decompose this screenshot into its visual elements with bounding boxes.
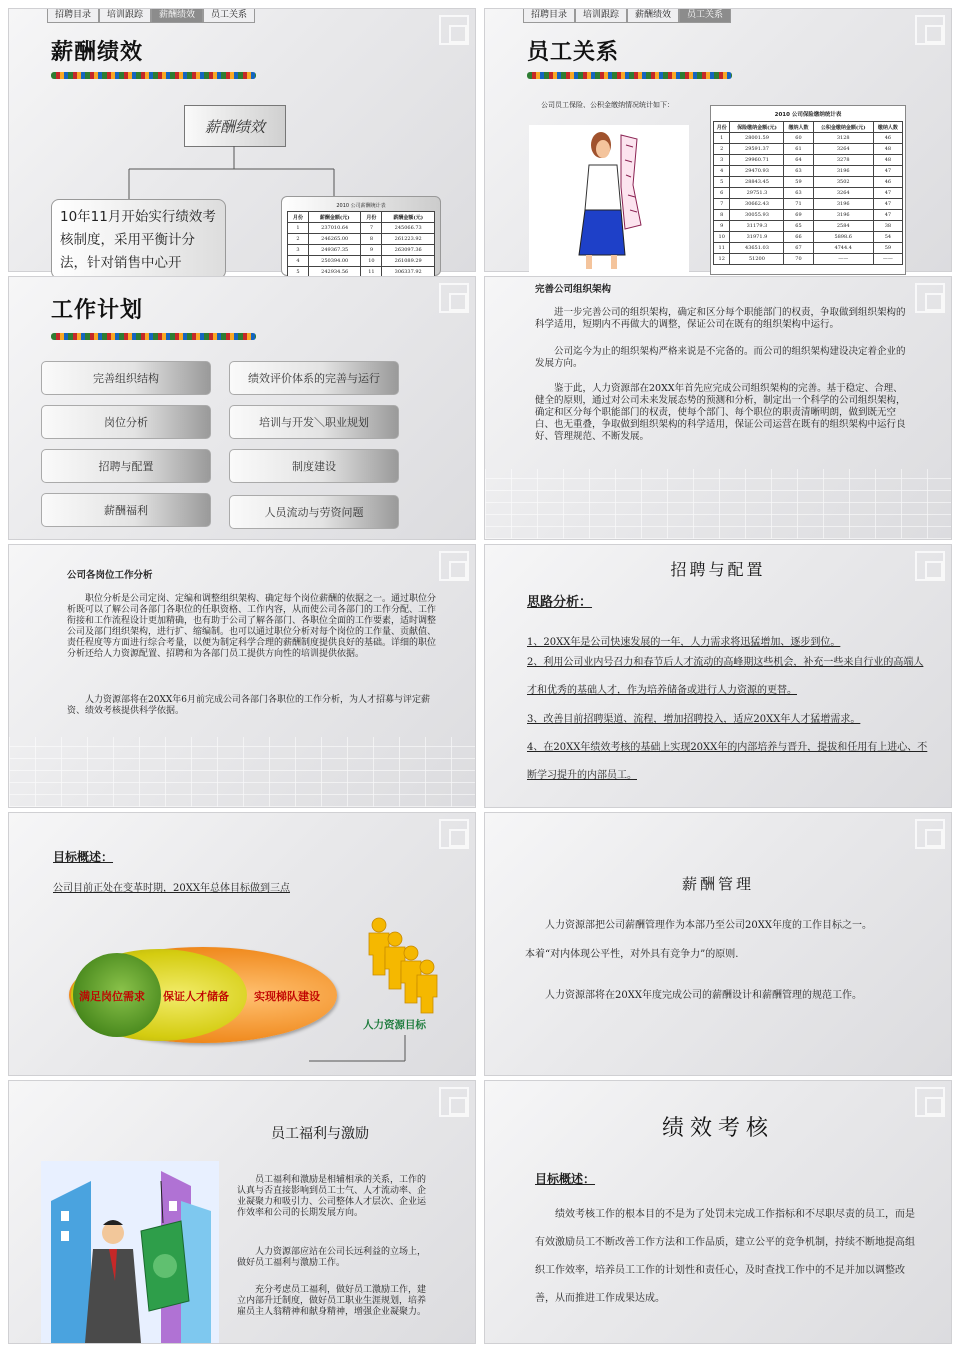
table-cell: 54 [873, 232, 902, 243]
table-cell: 11 [714, 243, 730, 254]
table-cell: 11 [361, 267, 382, 278]
slide-org-structure [484, 276, 952, 540]
table-cell: 1 [288, 223, 309, 234]
table-cell: 1 [714, 133, 730, 144]
table-cell: 250394.00 [308, 256, 361, 267]
table-cell: 12 [714, 254, 730, 265]
paragraph-3: 人力资源部将在20XX年度完成公司的薪酬设计和薪酬管理的规范工作。 [545, 990, 862, 1001]
table-cell: 31179.3 [730, 221, 784, 232]
table-row [288, 256, 435, 267]
table-row [288, 223, 435, 234]
perspective-grid [9, 737, 475, 807]
plan-button-policy[interactable]: 制度建设 [229, 449, 399, 483]
table-cell: 2 [714, 144, 730, 155]
plan-button-position-analysis[interactable]: 岗位分析 [41, 405, 211, 439]
tab-salary[interactable]: 薪酬绩效 [151, 9, 203, 23]
table-header-cell: 缴纳人数 [784, 122, 813, 133]
table-cell: 70 [784, 254, 813, 265]
table-cell: 245066.73 [382, 223, 435, 234]
corner-decoration [439, 283, 469, 313]
insurance-table-card [710, 105, 906, 275]
paragraph-2: 人力资源部将在20XX年6月前完成公司各部门各职位的工作分析，为人才招募与评定薪资、绩效考核提供科学依据。 [67, 695, 430, 716]
woman-illustration [529, 125, 689, 275]
table-cell: 6 [714, 188, 730, 199]
goal-label-positions: 满足岗位需求 [79, 990, 145, 1003]
table-cell: 261223.92 [382, 234, 435, 245]
plan-button-compensation[interactable]: 薪酬福利 [41, 493, 211, 527]
table-cell: 263097.36 [382, 245, 435, 256]
slide-title: 绩效考核 [661, 1116, 774, 1141]
table-cell: —— [873, 254, 902, 265]
table-cell: 28001.59 [730, 133, 784, 144]
paragraph-1: 职位分析是公司定岗、定编和调整组织架构、确定每个岗位薪酬的依据之一。通过职位分析既可以了解公司各部门各职位的任职资格、工作内容，从而使公司各部门的工作分配、工作衔接和工作流程设计更加精确，也有助于公司了解各部门、各职位全面的工作要素，适时调整公司及部门组织架构，进行扩、缩编制。也可以通过职位分析对每个岗位的工作量、贡献值、责任程度等方面进行综合考量，以便为制定科学合理的薪酬制度提供良好的基础。详细的职位分析还给人力资源配置、招聘和为各部门员工提供方向性的培训提供依据。 [67, 594, 437, 659]
tab-employee-relations[interactable]: 员工关系 [203, 9, 255, 23]
item-1: 1、20XX年是公司快速发展的一年，人力需求将迅猛增加、逐步到位。 [527, 637, 841, 648]
section-heading: 公司各岗位工作分析 [67, 570, 153, 581]
table-cell: 64 [784, 155, 813, 166]
table-cell: 28843.45 [730, 177, 784, 188]
corner-decoration [439, 819, 469, 849]
salary-box-label: 薪酬绩效 [204, 117, 265, 136]
table-header-cell: 月份 [288, 212, 309, 223]
table-row [714, 221, 903, 232]
table-cell: 4 [714, 166, 730, 177]
table-header-cell: 缴纳人数 [873, 122, 902, 133]
table-cell: 30055.93 [730, 210, 784, 221]
perspective-grid [485, 469, 951, 539]
plan-button-performance-system[interactable]: 绩效评价体系的完善与运行 [229, 361, 399, 395]
table-cell: 47 [873, 199, 902, 210]
slide-title: 员工关系 [527, 40, 620, 65]
table-cell: 47 [873, 188, 902, 199]
table-header-cell: 薪酬金额(元) [308, 212, 361, 223]
vine-divider [51, 333, 256, 340]
slide-title: 员工福利与激励 [271, 1126, 369, 1142]
slide-performance-appraisal [484, 1080, 952, 1344]
corner-decoration [915, 15, 945, 45]
paragraph-2: 本着“对内体现公平性，对外具有竞争力”的原则. [525, 949, 739, 960]
table-cell: 46 [873, 177, 902, 188]
mini-table-caption: 2010 公司薪酬统计表 [336, 203, 386, 209]
section-heading: 完善公司组织架构 [535, 284, 612, 295]
slide-title: 招聘与配置 [670, 560, 766, 579]
table-cell: 5 [714, 177, 730, 188]
slide-hr-goals [8, 812, 476, 1076]
corner-decoration [915, 283, 945, 313]
table-cell: 10 [361, 256, 382, 267]
paragraph-1: 进一步完善公司的组织架构，确定和区分每个职能部门的权责，争取做到组织架构的科学适用，短期内不再做大的调整，保证公司在既有的组织架构中运行。 [535, 307, 906, 330]
plan-button-training-career[interactable]: 培训与开发＼职业规划 [229, 405, 399, 439]
table-row [714, 144, 903, 155]
insurance-table [713, 121, 903, 265]
table-cell: 249367.35 [308, 245, 361, 256]
table-cell: 237010.64 [308, 223, 361, 234]
slide-title: 薪酬管理 [681, 875, 754, 893]
table-cell: 306337.92 [382, 267, 435, 278]
callout-text: 10年11月开始实行绩效考核制度，采用平衡计分法，针对销售中心开 [60, 209, 216, 271]
intro-text: 公司员工保险、公积金缴纳情况统计如下： [541, 101, 674, 109]
table-header-cell: 公积金缴纳金额(元) [813, 122, 873, 133]
paragraph-1: 人力资源部把公司薪酬管理作为本部乃至公司20XX年度的工作目标之一。 [545, 920, 872, 931]
table-cell: 29960.71 [730, 155, 784, 166]
paragraph-1: 员工福利和激励是相辅相承的关系，工作的认真与否直接影响到员工士气、人才流动率、企业凝聚力和吸引力、公司整体人才层次、企业运作效率和公司的长期发展方向。 [237, 1175, 427, 1218]
table-cell: 66 [784, 232, 813, 243]
table-cell: 4 [288, 256, 309, 267]
table-cell: 63 [784, 166, 813, 177]
table-cell: 3278 [813, 155, 873, 166]
table-cell: 7 [714, 199, 730, 210]
table-cell: 3128 [813, 133, 873, 144]
table-header-cell: 月份 [714, 122, 730, 133]
plan-button-labor-relations[interactable]: 人员流动与劳资问题 [229, 495, 399, 529]
item-2: 2、利用公司业内号召力和春节后人才流动的高峰期这些机会，补充一些来自行业的高端人才和优秀的基础人才，作为培养储备或进行人力资源的更替。 [527, 657, 924, 696]
table-cell: 7 [361, 223, 382, 234]
table-cell: 63 [784, 188, 813, 199]
intro-text: 公司目前正处在变革时期，20XX年总体目标做到三点 [53, 883, 290, 894]
tab-training[interactable]: 培训跟踪 [575, 9, 627, 23]
table-cell: 60 [784, 133, 813, 144]
people-label: 人力资源目标 [363, 1019, 426, 1031]
table-header-cell: 薪酬金额(元) [382, 212, 435, 223]
body-text: 绩效考核工作的根本目的不是为了处罚未完成工作指标和不尽职尽责的员工，而是有效激励员工不断改善工作方法和工作品质，建立公平的竞争机制，持续不断地提高组织工作效率，培养员工工作的计划性和责任心，及时查找工作中的不足并加以调整改善，从而推进工作成果达成。 [535, 1209, 915, 1304]
table-cell: 29470.93 [730, 166, 784, 177]
vine-divider [527, 72, 732, 79]
businessman-illustration [41, 1161, 219, 1343]
table-cell: 43651.03 [730, 243, 784, 254]
table-header-cell: 月份 [361, 212, 382, 223]
paragraph-2: 公司迄今为止的组织架构严格来说是不完备的。而公司的组织架构建设决定着企业的发展方向。 [535, 346, 906, 369]
table-cell: 67 [784, 243, 813, 254]
table-cell: 2 [288, 234, 309, 245]
table-cell: 3 [288, 245, 309, 256]
table-cell: 242934.56 [308, 267, 361, 278]
paragraph-2: 人力资源部应站在公司长远利益的立场上，做好员工福利与激励工作。 [237, 1247, 427, 1268]
plan-button-org-structure[interactable]: 完善组织结构 [41, 361, 211, 395]
slide-employee-relations [484, 8, 952, 272]
table-cell: 261089.29 [382, 256, 435, 267]
slide-position-analysis [8, 544, 476, 808]
corner-decoration [439, 551, 469, 581]
table-cell: 48 [873, 155, 902, 166]
table-cell: 246265.00 [308, 234, 361, 245]
table-cell: 3196 [813, 210, 873, 221]
item-3: 3、改善目前招聘渠道、流程，增加招聘投入，适应20XX年人才猛增需求。 [527, 714, 861, 725]
table-cell: 31971.9 [730, 232, 784, 243]
insurance-table-caption: 2010 公司保险缴纳统计表 [774, 112, 842, 118]
table-cell: 2584 [813, 221, 873, 232]
slide-salary-performance [8, 8, 476, 275]
item-4: 4、在20XX年绩效考核的基础上实现20XX年的内部培养与晋升，提拔和任用有上进心、不断学习提升的内部员工。 [527, 742, 928, 781]
table-cell: 46 [873, 133, 902, 144]
table-row [288, 234, 435, 245]
table-cell: 8 [361, 234, 382, 245]
table-cell: 71 [784, 199, 813, 210]
tab-recruit[interactable]: 招聘目录 [47, 9, 99, 23]
slide-work-plan [8, 276, 476, 540]
table-header-cell: 保险缴纳金额(元) [730, 122, 784, 133]
people-connector [309, 1031, 459, 1077]
callout-box [51, 199, 226, 279]
mini-table-card [281, 196, 441, 276]
table-cell: 3264 [813, 144, 873, 155]
table-cell: 59 [873, 243, 902, 254]
paragraph-3: 充分考虑员工福利，做好员工激励工作，建立内部升迁制度，做好员工职业生涯规划，培养雇员主人翁精神和献身精神，增强企业凝聚力。 [237, 1285, 427, 1317]
table-row [714, 166, 903, 177]
table-row [714, 177, 903, 188]
paragraph-3: 鉴于此，人力资源部在20XX年首先应完成公司组织架构的完善。基于稳定、合理、健全的原则，通过对公司未来发展态势的预测和分析，制定出一个科学的公司组织架构，确定和区分每个职能部门的权责，使每个部门、每个职位的职责清晰明朗，做到既无空白、也无重叠，争取做到组织架构的科学适用，保证公司运营在既有的组织架构中运行良好、管理规范、不断发展。 [535, 383, 906, 442]
corner-decoration [915, 819, 945, 849]
table-row [714, 188, 903, 199]
table-cell: 69 [784, 210, 813, 221]
table-cell: 3196 [813, 199, 873, 210]
table-cell: 4744.4 [813, 243, 873, 254]
woman-with-document-icon [529, 125, 689, 275]
table-cell: 3196 [813, 166, 873, 177]
table-cell: 3264 [813, 188, 873, 199]
corner-decoration [439, 1087, 469, 1117]
table-row [714, 210, 903, 221]
tab-bar [523, 9, 731, 23]
plan-button-recruitment[interactable]: 招聘与配置 [41, 449, 211, 483]
table-cell: 9 [714, 221, 730, 232]
table-row [714, 243, 903, 254]
table-cell: 10 [714, 232, 730, 243]
table-cell: 61 [784, 144, 813, 155]
table-cell: —— [813, 254, 873, 265]
table-cell: 29751.3 [730, 188, 784, 199]
table-cell: 30662.43 [730, 199, 784, 210]
table-cell: 65 [784, 221, 813, 232]
table-cell: 59 [784, 177, 813, 188]
table-cell: 29591.37 [730, 144, 784, 155]
table-cell: 9 [361, 245, 382, 256]
goal-label-echelon: 实现梯队建设 [254, 990, 320, 1003]
table-cell: 47 [873, 210, 902, 221]
slide-title: 薪酬绩效 [51, 40, 144, 65]
table-row [714, 232, 903, 243]
table-cell: 47 [873, 166, 902, 177]
table-row [714, 199, 903, 210]
slide-recruitment [484, 544, 952, 808]
table-row [714, 254, 903, 265]
subtitle: 思路分析： [527, 595, 593, 610]
table-row [288, 245, 435, 256]
table-cell: 8 [714, 210, 730, 221]
table-cell: 51200 [730, 254, 784, 265]
table-row [714, 133, 903, 144]
table-cell: 38 [873, 221, 902, 232]
table-cell: 48 [873, 144, 902, 155]
slide-benefits-incentives [8, 1080, 476, 1344]
table-cell: 5898.6 [813, 232, 873, 243]
table-cell: 3 [714, 155, 730, 166]
subtitle: 目标概述： [535, 1172, 596, 1186]
tab-salary[interactable]: 薪酬绩效 [627, 9, 679, 23]
businessman-with-money-icon [41, 1161, 219, 1343]
table-cell: 5 [288, 267, 309, 278]
tab-training[interactable]: 培训跟踪 [99, 9, 151, 23]
people-group-icon [365, 915, 455, 1015]
table-cell: 3502 [813, 177, 873, 188]
table-row [714, 155, 903, 166]
subtitle: 目标概述： [53, 850, 114, 864]
goal-label-talent-reserve: 保证人才储备 [163, 990, 229, 1003]
slide-title: 工作计划 [51, 298, 144, 323]
tab-recruit[interactable]: 招聘目录 [523, 9, 575, 23]
tab-employee-relations[interactable]: 员工关系 [679, 9, 731, 23]
slide-salary-management [484, 812, 952, 1076]
